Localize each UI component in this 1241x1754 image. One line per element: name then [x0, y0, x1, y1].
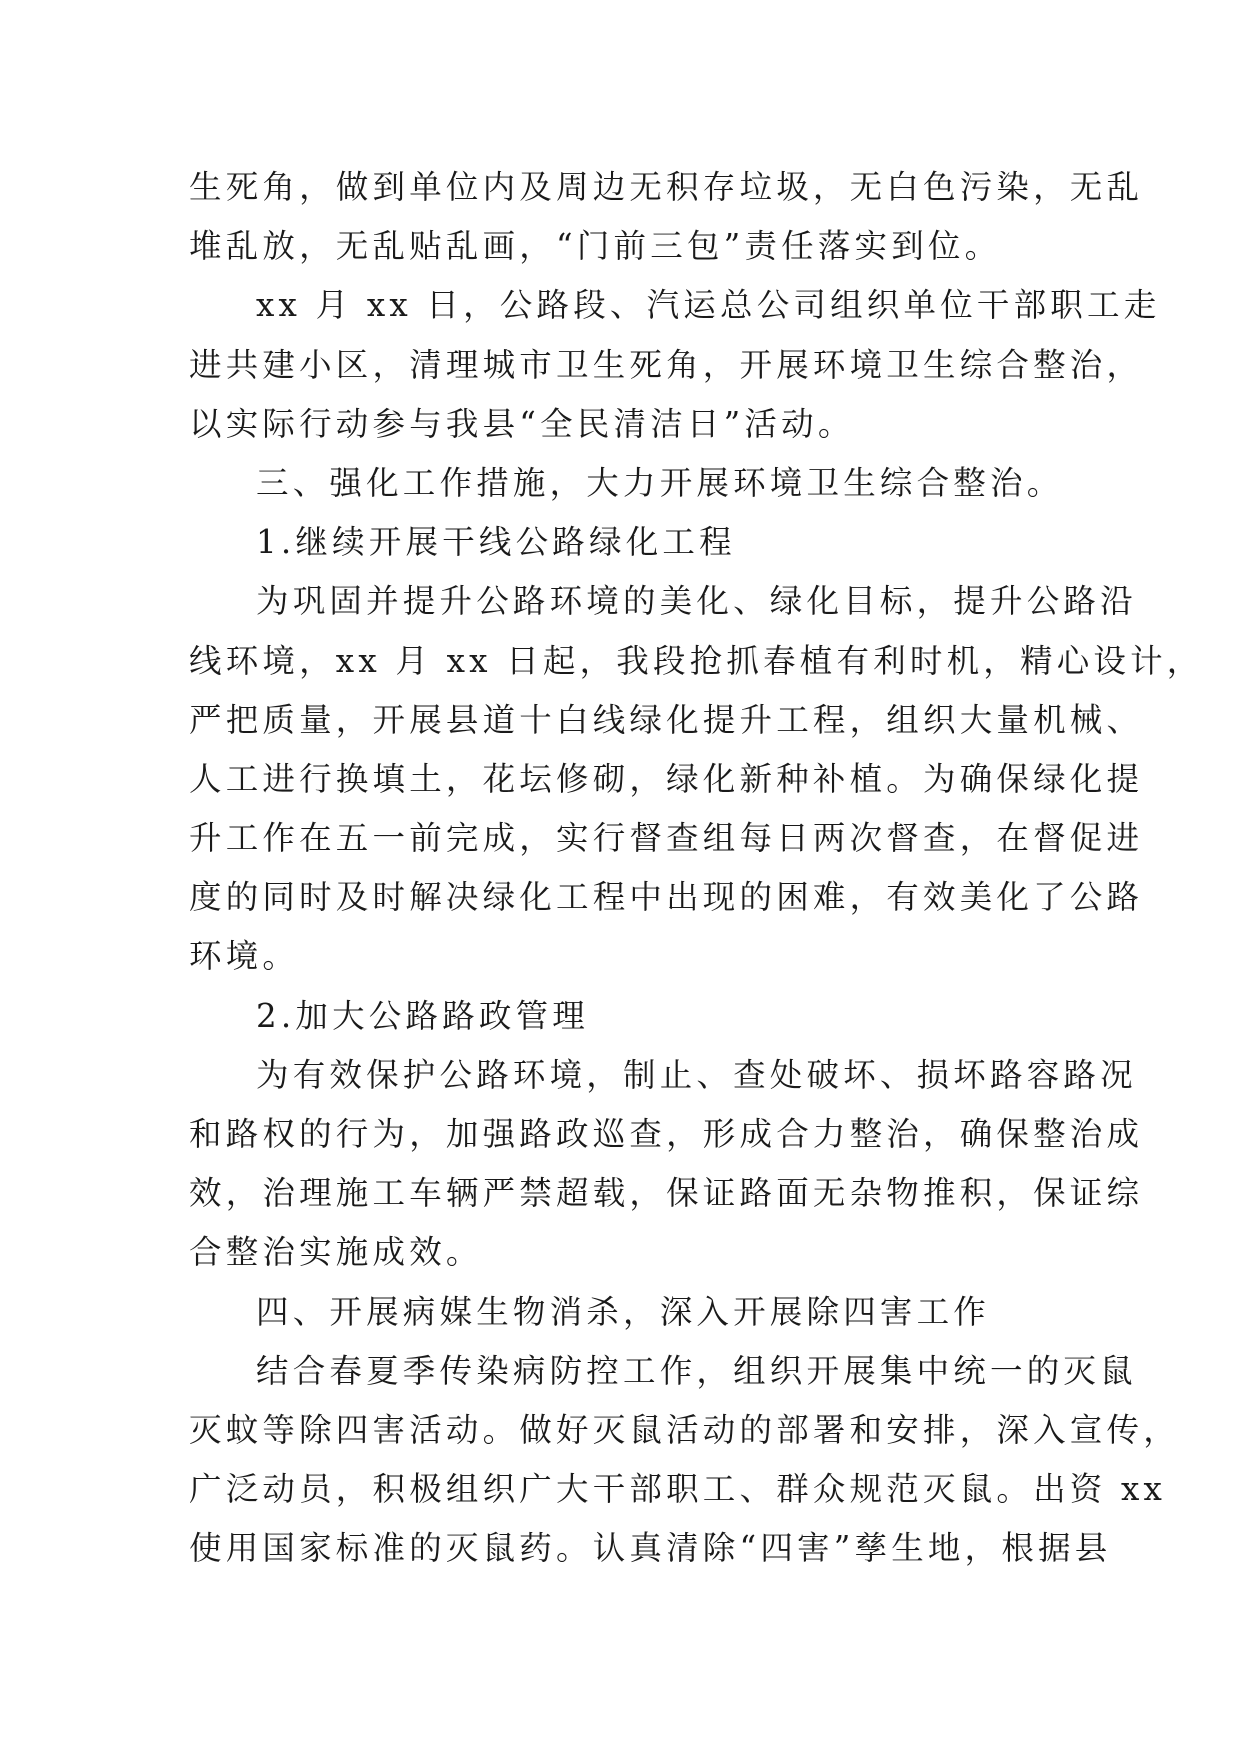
text-line: 人工进行换填土，花坛修砌，绿化新种补植。为确保绿化提 — [189, 759, 1144, 798]
text-line: 升工作在五一前完成，实行督查组每日两次督查，在督促进 — [189, 819, 1144, 858]
text-line: 结合春夏季传染病防控工作，组织开展集中统一的灭鼠 — [256, 1351, 1137, 1390]
section-heading: 四、开展病媒生物消杀，深入开展除四害工作 — [256, 1292, 991, 1331]
subsection-heading: 2.加大公路路政管理 — [256, 996, 590, 1035]
text-line: 合整治实施成效。 — [189, 1233, 483, 1272]
text-line: 进共建小区，清理城市卫生死角，开展环境卫生综合整治， — [189, 345, 1144, 384]
text-line: 广泛动员，积极组织广大干部职工、群众规范灭鼠。出资 xx — [189, 1470, 1167, 1509]
text-line: 和路权的行为，加强路政巡查，形成合力整治，确保整治成 — [189, 1115, 1144, 1153]
text-line: xx 月 xx 日，公路段、汽运总公司组织单位干部职工走 — [256, 286, 1161, 325]
text-line: 灭蚊等除四害活动。做好灭鼠活动的部署和安排，深入宣传， — [189, 1410, 1180, 1449]
text-line: 线环境，xx 月 xx 日起，我段抢抓春植有利时机，精心设计， — [189, 641, 1204, 680]
body-text — [189, 158, 1204, 1579]
text-line: 效，治理施工车辆严禁超载，保证路面无杂物推积，保证综 — [189, 1174, 1144, 1213]
text-line: 严把质量，开展县道十白线绿化提升工程，组织大量机械、 — [189, 700, 1144, 739]
text-line: 为有效保护公路环境，制止、查处破坏、损坏路容路况 — [256, 1055, 1137, 1094]
text-line: 环境。 — [189, 937, 300, 976]
text-line: 以实际行动参与我县“全民清洁日”活动。 — [189, 404, 855, 443]
subsection-heading: 1.继续开展干线公路绿化工程 — [256, 523, 736, 562]
text-line: 度的同时及时解决绿化工程中出现的困难，有效美化了公路 — [189, 878, 1144, 917]
text-line: 生死角，做到单位内及周边无积存垃圾，无白色污染，无乱 — [189, 168, 1144, 206]
text-line: 堆乱放，无乱贴乱画，“门前三包”责任落实到位。 — [189, 227, 1002, 266]
text-line: 为巩固并提升公路环境的美化、绿化目标，提升公路沿 — [256, 582, 1137, 621]
section-heading: 三、强化工作措施，大力开展环境卫生综合整治。 — [256, 463, 1064, 502]
text-line: 使用国家标准的灭鼠药。认真清除“四害”孳生地，根据县 — [189, 1529, 1112, 1568]
